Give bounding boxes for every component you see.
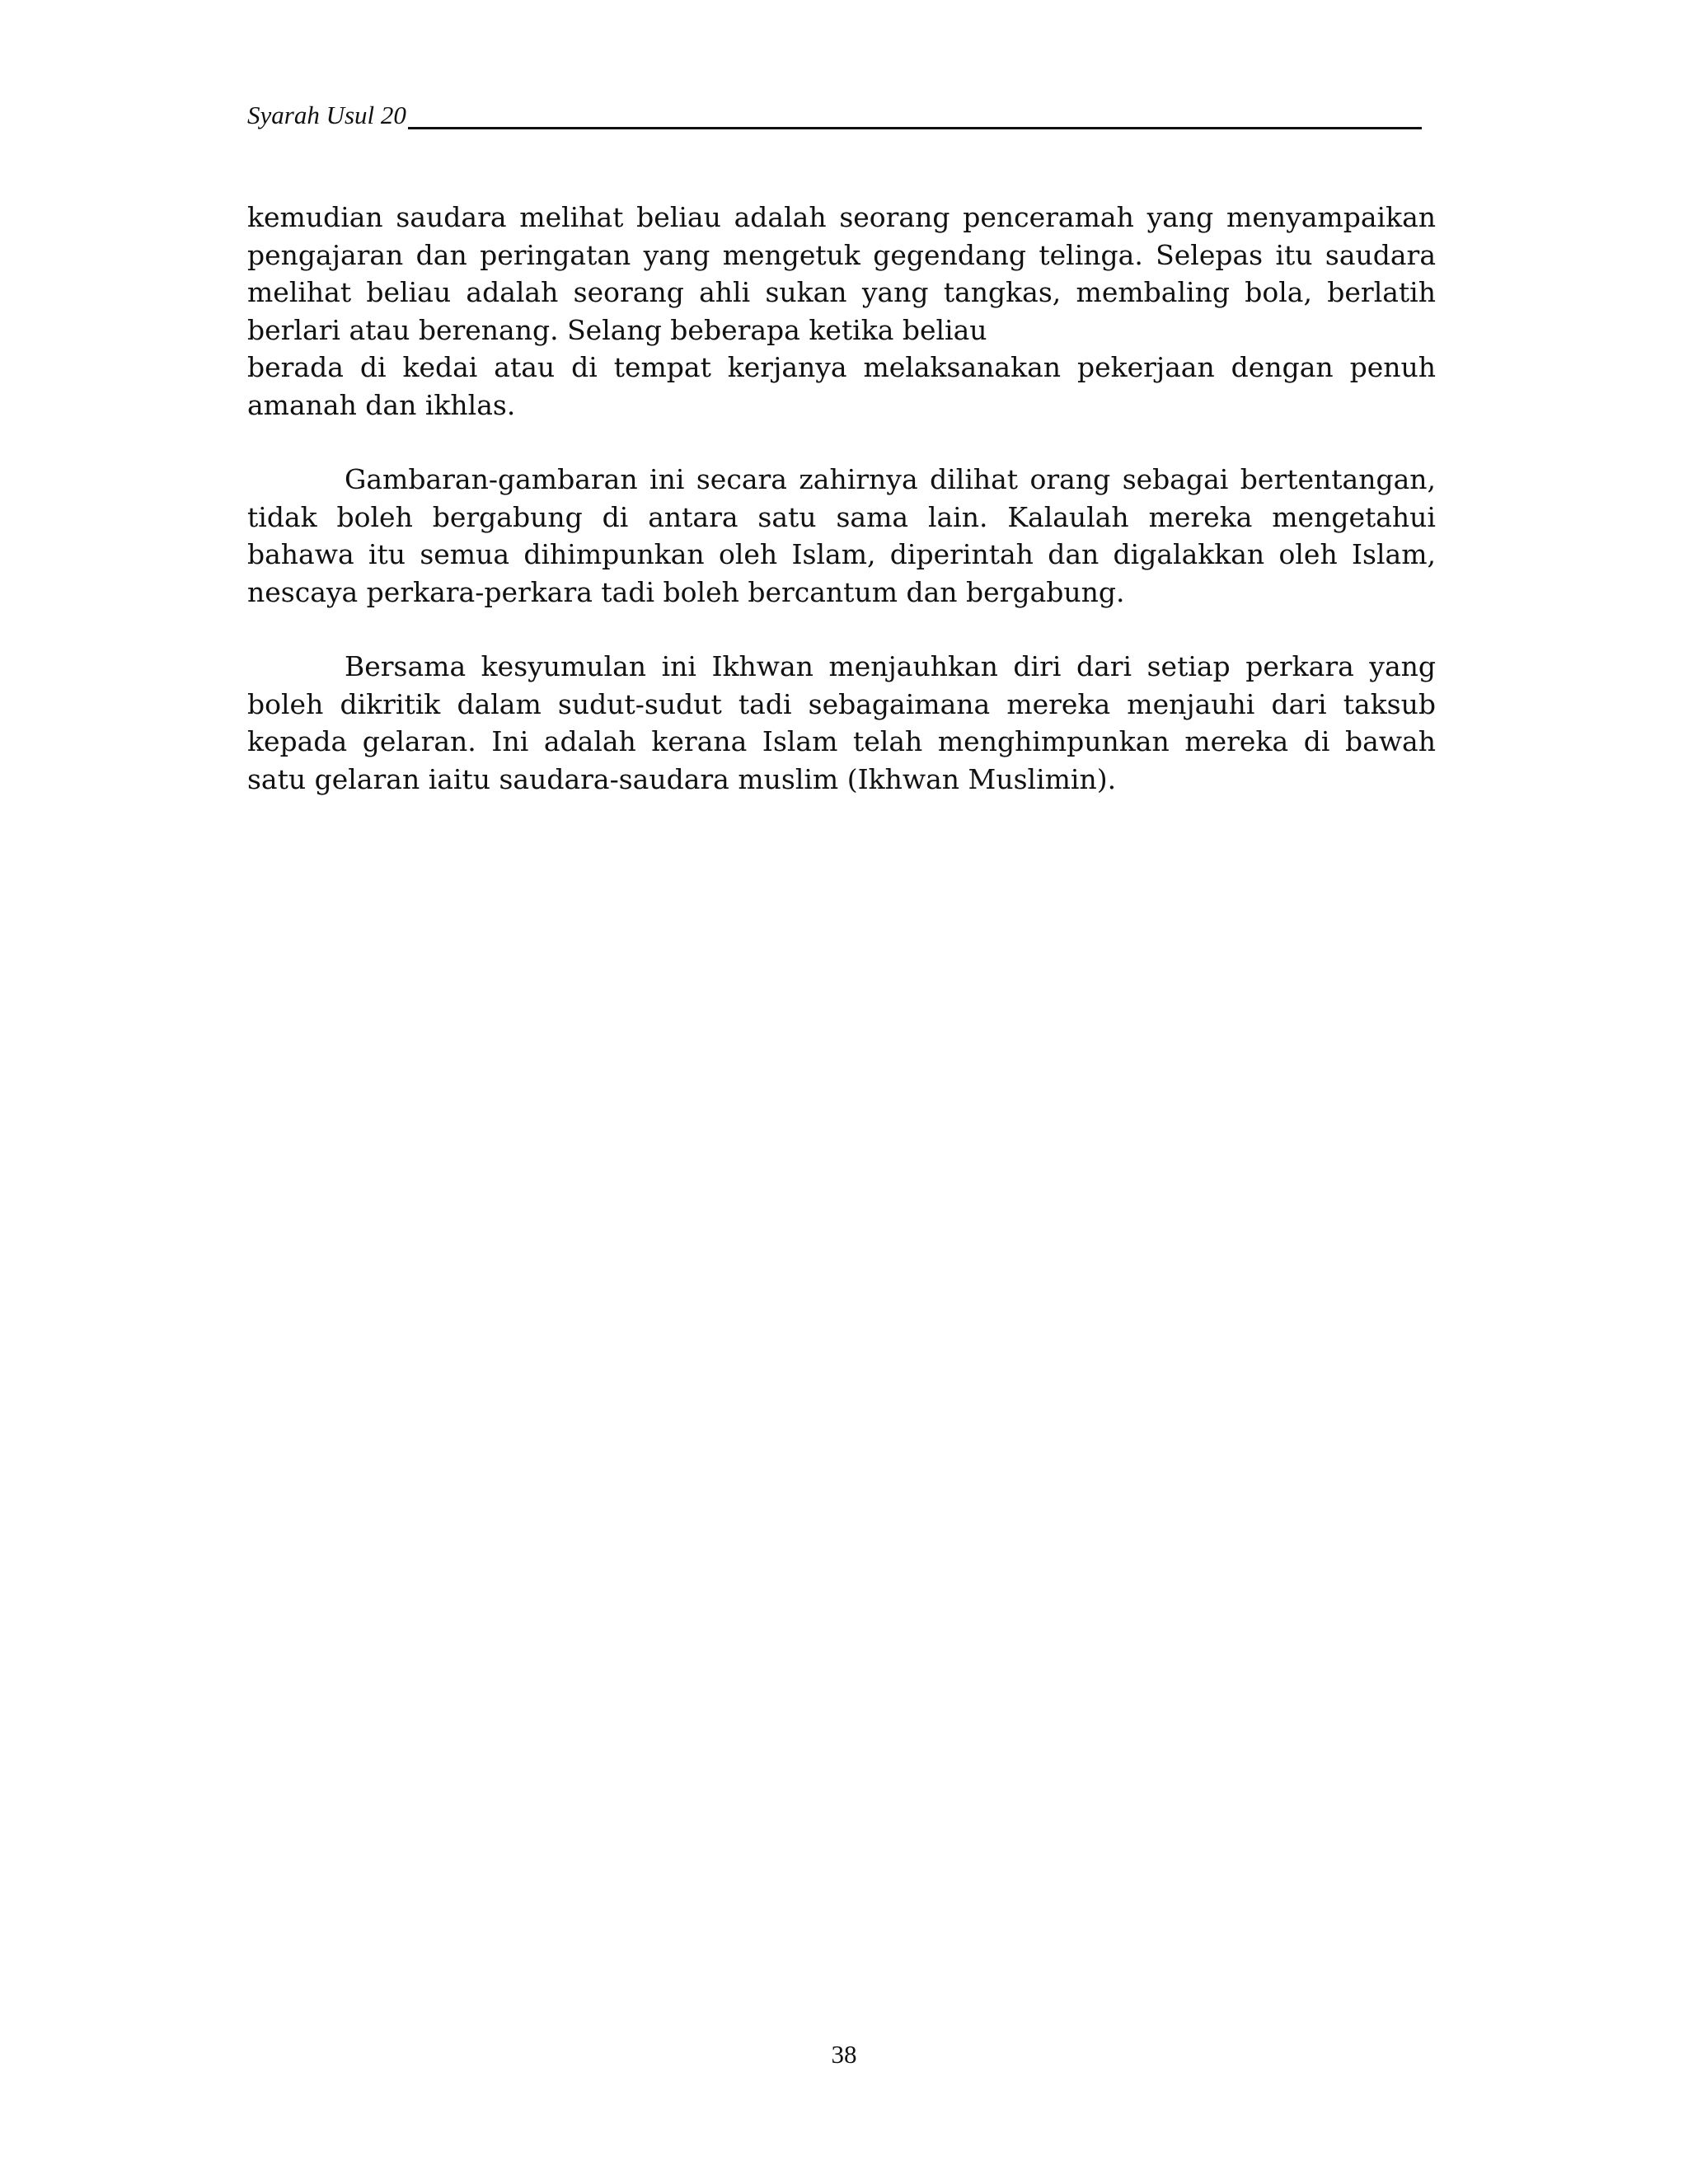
paragraph-spacer — [247, 424, 1436, 461]
paragraph-1-part-a: kemudian saudara melihat beliau adalah seorang penceramah yang menyampaikan pengajaran dan peringatan yang mengetuk gegendang telinga. Selepas itu saudara melihat beliau adalah seorang ahli sukan yang tangkas, membaling bola, berlatih berlari atau berenang. Selang beberapa ketika beliau — [247, 201, 1436, 346]
running-header — [247, 99, 1422, 132]
paragraph-1-part-b: berada di kedai atau di tempat kerjanya melaksanakan pekerjaan dengan penuh amanah dan ikhlas. — [247, 351, 1436, 421]
header-rule — [408, 127, 1422, 129]
paragraph-2: Gambaran-gambaran ini secara zahirnya dilihat orang sebagai bertentangan, tidak boleh bergabung di antara satu sama lain. Kalaulah mereka mengetahui bahawa itu semua dihimpunkan oleh Islam, diperintah dan digalakkan oleh Islam, nescaya perkara-perkara tadi boleh bercantum dan bergabung. — [247, 463, 1436, 608]
page-body — [247, 199, 1436, 798]
header-title: Syarah Usul 20 — [247, 101, 406, 129]
paragraph-3: Bersama kesyumulan ini Ikhwan menjauhkan diri dari setiap perkara yang boleh dikritik dalam sudut-sudut tadi sebagaimana mereka menjauhi dari taksub kepada gelaran. Ini adalah kerana Islam telah menghimpunkan mereka di bawah satu gelaran iaitu saudara-saudara muslim (Ikhwan Muslimin). — [247, 650, 1436, 795]
paragraph-spacer — [247, 611, 1436, 648]
page-number: 38 — [831, 2040, 857, 2069]
